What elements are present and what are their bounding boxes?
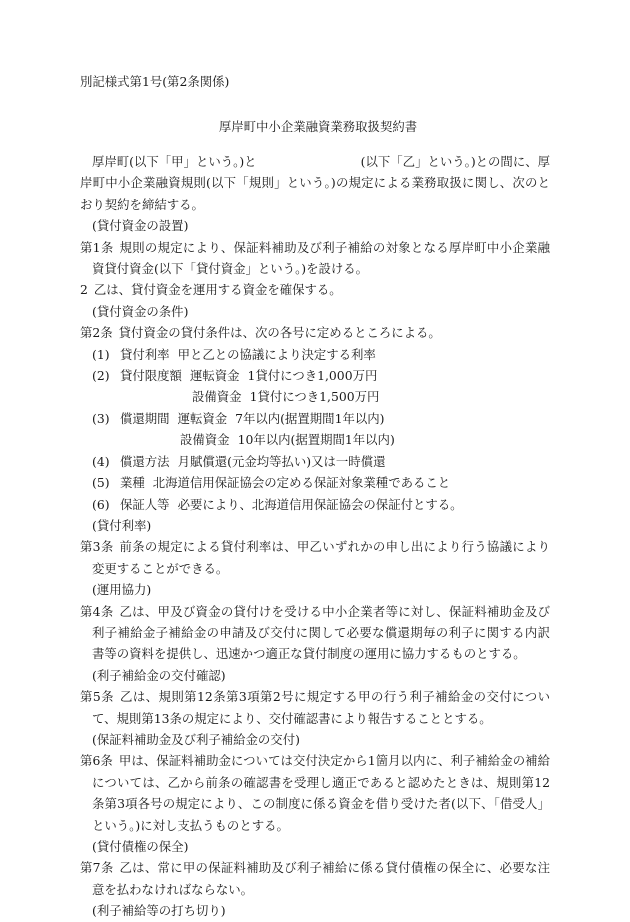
paragraph-2-number: 2 bbox=[80, 282, 88, 298]
item-1-number: (1) bbox=[92, 346, 110, 362]
item-3-b-label: 設備資金 bbox=[180, 432, 230, 448]
item-5-label: 業種 bbox=[120, 475, 145, 491]
article-1-paragraph-2 bbox=[80, 279, 550, 300]
article-3-number: 第3条 bbox=[80, 539, 114, 555]
paragraph-2-text: 乙は、貸付資金を運用する資金を確保する。 bbox=[93, 282, 342, 298]
form-label: 別記様式第1号(第2条関係) bbox=[80, 74, 230, 89]
article-6-text: 甲は、保証料補助金については交付決定から1箇月以内に、利子補給金の補給については、乙から前条の確認書を受理し適正であると認めたときは、規則第12条第3項各号の規定により、この制度に係る資金を借り受けた者(以下、「借受人」という。)に対し支払うものとする。 bbox=[92, 753, 551, 833]
item-1 bbox=[80, 344, 550, 365]
item-2-b-label: 設備資金 bbox=[192, 389, 242, 405]
heading-1: (貸付資金の設置) bbox=[92, 218, 189, 234]
intro-part1: 厚岸町(以下「甲」という。)と bbox=[92, 154, 257, 169]
article-7 bbox=[80, 857, 550, 900]
item-1-text: 甲と乙との協議により決定する利率 bbox=[177, 346, 376, 362]
item-6-number: (6) bbox=[92, 496, 110, 512]
intro-part2: (以下「乙」という。)との間に、厚 bbox=[360, 154, 550, 169]
item-2-b-text: 1貸付につき1,500万円 bbox=[249, 389, 380, 405]
item-3-number: (3) bbox=[92, 410, 110, 426]
article-2 bbox=[80, 322, 550, 343]
item-3-a-label: 運転資金 bbox=[177, 410, 228, 426]
item-6-label: 保証人等 bbox=[120, 496, 170, 512]
item-3-label: 償還期間 bbox=[120, 410, 170, 426]
item-4-label: 償還方法 bbox=[120, 453, 170, 469]
heading-3: (貸付利率) bbox=[92, 517, 152, 533]
article-5-text: 乙は、規則第12条第3項第2号に規定する甲の行う利子補給金の交付について、規則第13条の規定により、交付確認書により報告することとする。 bbox=[92, 689, 550, 726]
article-5-number: 第5条 bbox=[80, 689, 114, 705]
item-2 bbox=[80, 365, 550, 386]
item-2-label: 貸付限度額 bbox=[120, 368, 182, 384]
article-4-number: 第4条 bbox=[80, 603, 114, 619]
article-1 bbox=[80, 237, 550, 280]
article-4 bbox=[80, 601, 550, 665]
article-7-text: 乙は、常に甲の保証料補助及び利子補給に係る貸付債権の保全に、必要な注意を払わなければならない。 bbox=[92, 860, 551, 897]
heading-6: (保証料補助金及び利子補給金の交付) bbox=[92, 731, 300, 747]
item-3-sub bbox=[80, 429, 550, 450]
article-7-number: 第7条 bbox=[80, 860, 114, 876]
item-2-a-text: 1貸付につき1,000万円 bbox=[247, 368, 378, 384]
item-5 bbox=[80, 472, 550, 493]
article-3 bbox=[80, 536, 550, 579]
article-4-text: 乙は、甲及び資金の貸付けを受ける中小企業者等に対し、保証料補助金及び利子補給金子補給金の申請及び交付に関して必要な償還期毎の利子に関する内訳書等の資料を提供し、迅速かつ適正な貸付制度の運用に協力するものとする。 bbox=[92, 603, 551, 662]
heading-5: (利子補給金の交付確認) bbox=[92, 667, 226, 683]
intro-rest: 岸町中小企業融資規則(以下「規則」という。)の規定による業務取扱に関し、次のとおり契約を締結する。 bbox=[80, 175, 550, 212]
item-4-number: (4) bbox=[92, 453, 110, 469]
article-3-text: 前条の規定による貸付利率は、甲乙いずれかの申し出により行う協議により変更することができる。 bbox=[92, 539, 551, 576]
heading-8: (利子補給等の打ち切り) bbox=[92, 903, 226, 919]
article-1-text: 規則の規定により、保証料補助及び利子補給の対象となる厚岸町中小企業融資貸付資金(以下「貸付資金」という。)を設ける。 bbox=[92, 239, 551, 277]
item-5-text: 北海道信用保証協会の定める保証対象業種であること bbox=[152, 475, 451, 491]
document-body bbox=[80, 151, 550, 922]
item-3-b-text: 10年以内(据置期間1年以内) bbox=[237, 432, 395, 448]
heading-4: (運用協力) bbox=[92, 582, 152, 598]
article-2-number: 第2条 bbox=[80, 325, 113, 341]
item-3 bbox=[80, 408, 550, 429]
item-1-label: 貸付利率 bbox=[120, 346, 170, 362]
article-2-text: 貸付資金の貸付条件は、次の各号に定めるところによる。 bbox=[118, 325, 441, 341]
item-6-text: 必要により、北海道信用保証協会の保証付とする。 bbox=[177, 496, 463, 512]
article-5 bbox=[80, 686, 550, 729]
heading-2: (貸付資金の条件) bbox=[92, 303, 189, 319]
item-2-a-label: 運転資金 bbox=[189, 368, 240, 384]
article-6-number: 第6条 bbox=[80, 753, 113, 769]
item-5-number: (5) bbox=[92, 475, 110, 491]
item-2-number: (2) bbox=[92, 368, 110, 384]
intro-paragraph bbox=[80, 151, 550, 215]
article-1-number: 第1条 bbox=[80, 239, 114, 255]
document-title: 厚岸町中小企業融資業務取扱契約書 bbox=[218, 119, 418, 134]
item-4 bbox=[80, 451, 550, 472]
heading-7: (貸付債権の保全) bbox=[92, 839, 189, 854]
item-2-sub bbox=[80, 386, 550, 407]
item-4-text: 月賦償還(元金均等払い)又は一時償還 bbox=[177, 453, 386, 469]
item-3-a-text: 7年以内(据置期間1年以内) bbox=[235, 410, 385, 426]
item-6 bbox=[80, 494, 550, 515]
article-6 bbox=[80, 750, 550, 836]
